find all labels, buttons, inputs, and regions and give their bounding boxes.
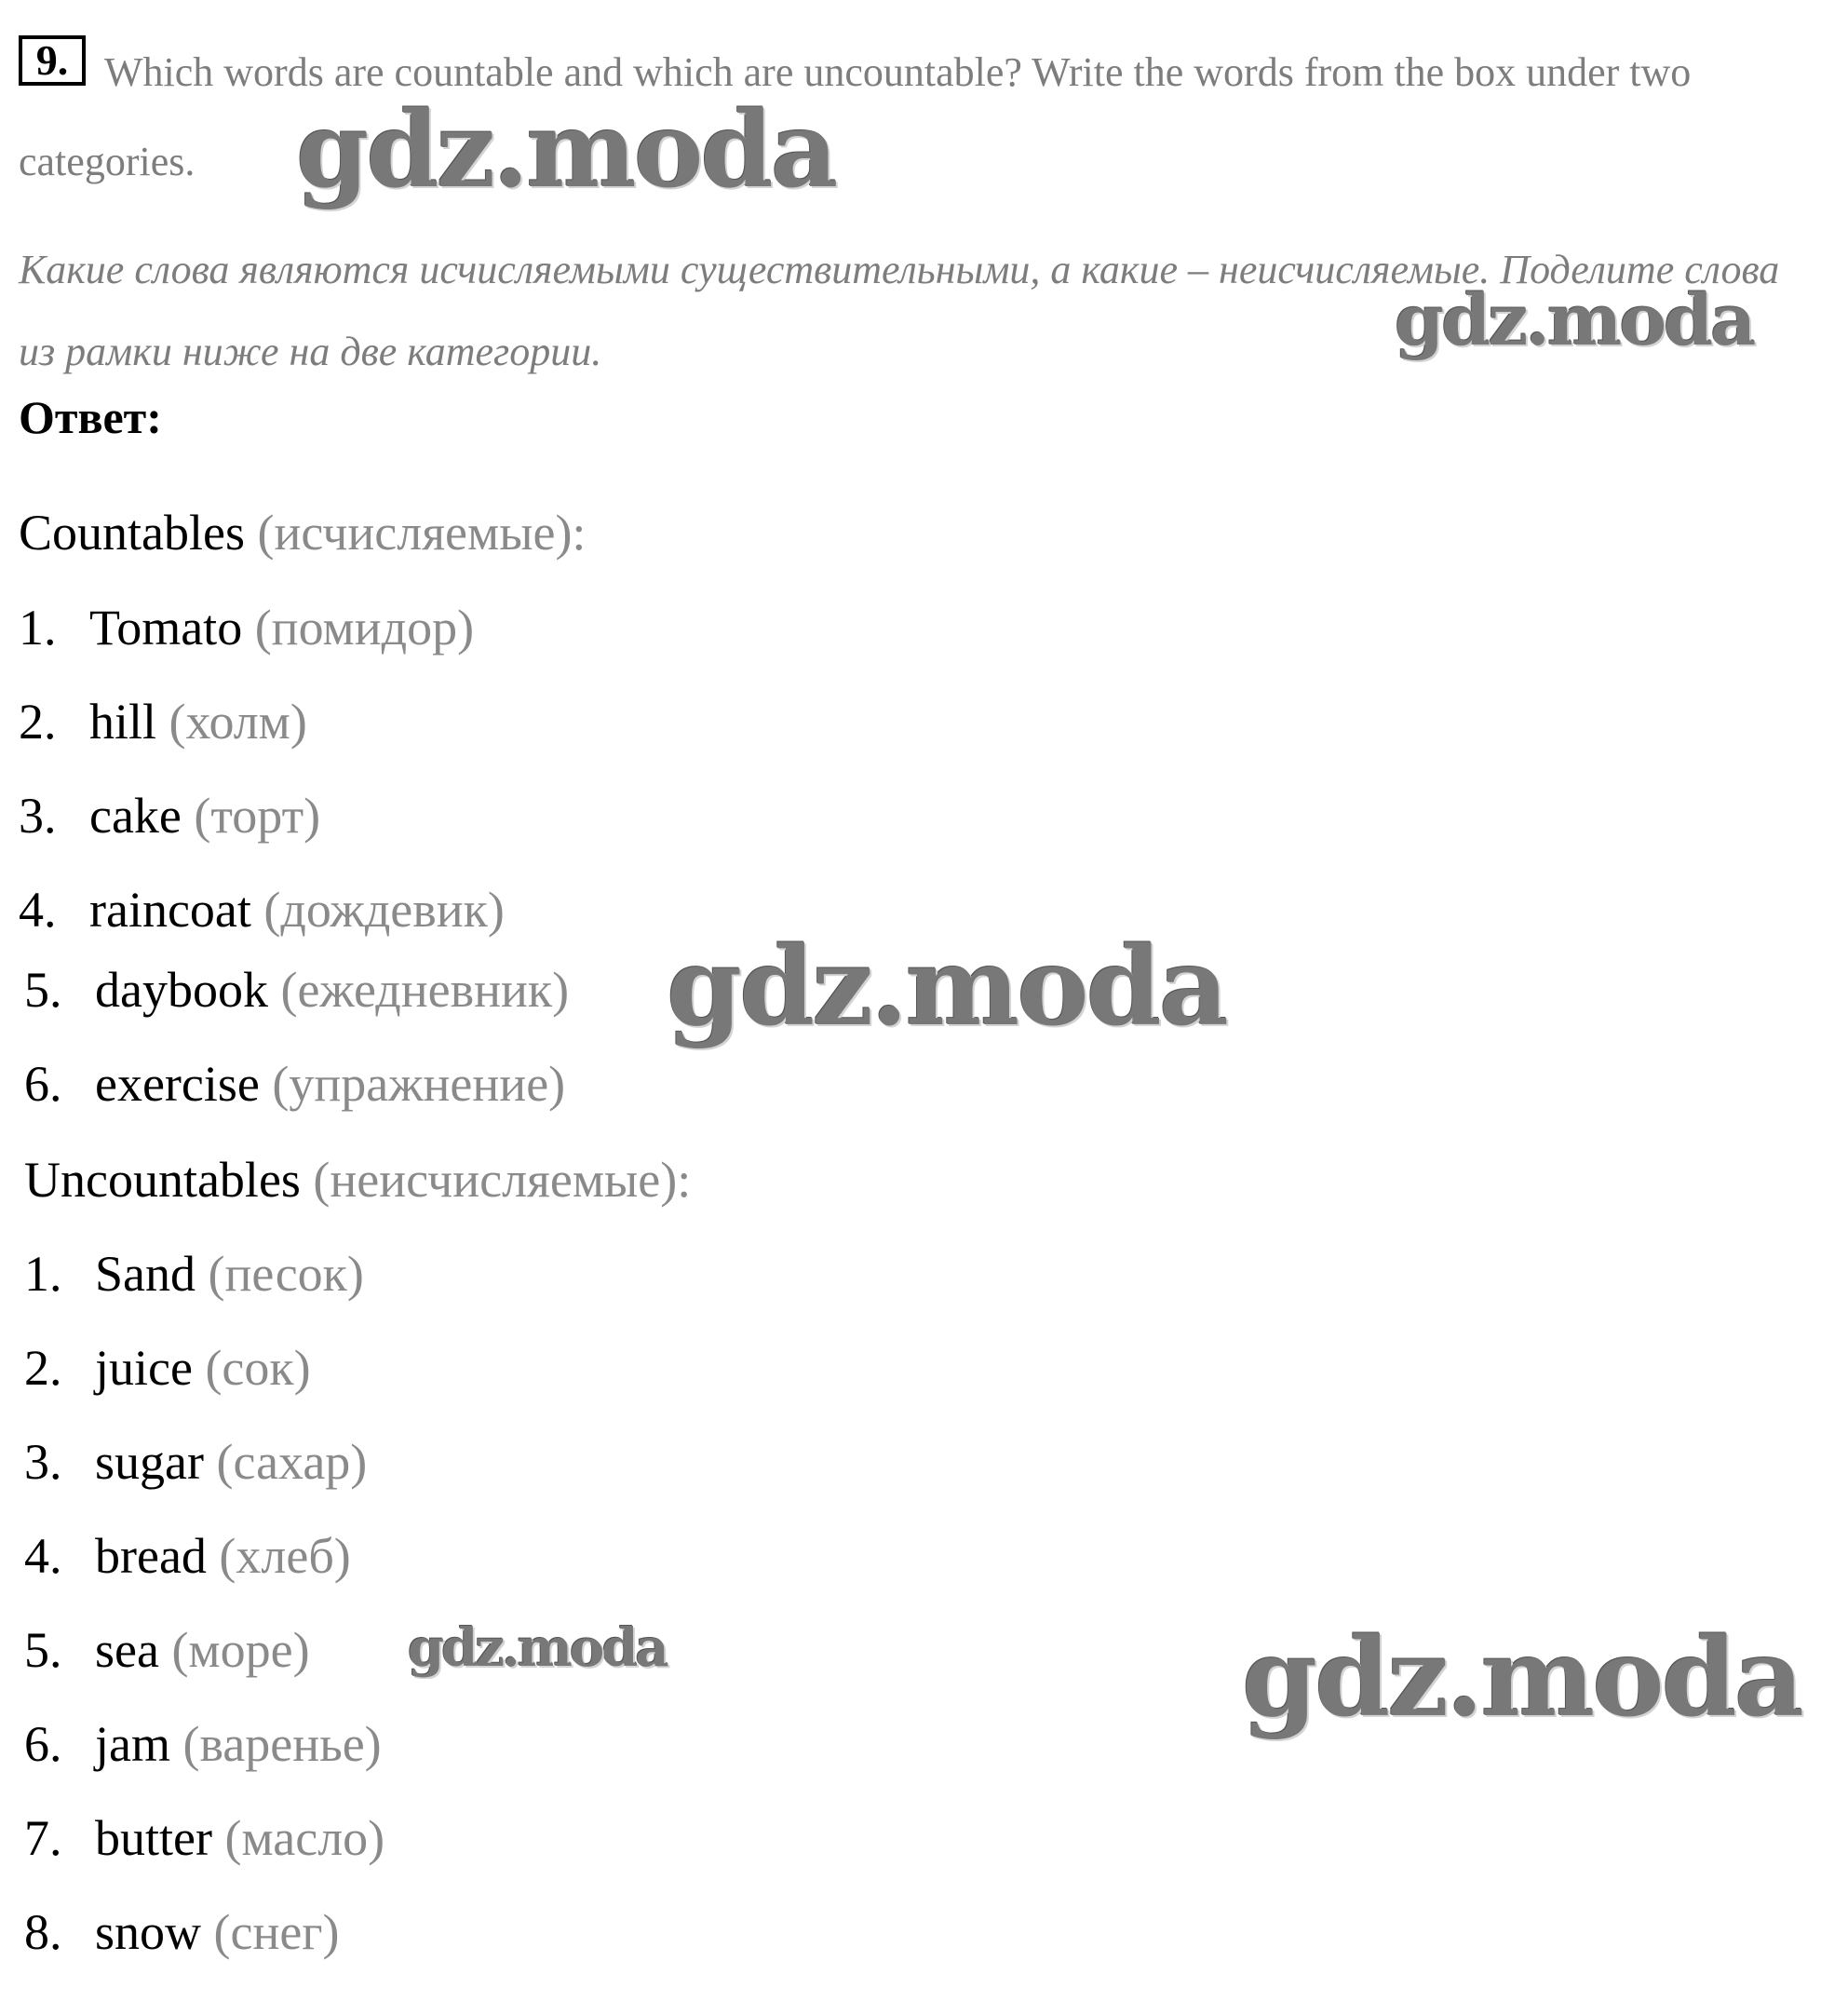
countables-heading xyxy=(19,503,586,562)
list-item xyxy=(24,1902,384,1996)
item-translation: (упражнение) xyxy=(272,1056,566,1112)
task-number: 9. xyxy=(19,35,86,86)
item-number: 8. xyxy=(24,1904,62,1960)
uncountables-list xyxy=(24,1244,384,1996)
uncountables-heading xyxy=(24,1150,691,1210)
list-item xyxy=(19,692,563,786)
watermark: gdz.moda xyxy=(296,89,836,211)
item-translation: (дождевик) xyxy=(263,882,505,938)
item-translation: (варенье) xyxy=(182,1716,382,1772)
item-translation: (хлеб) xyxy=(219,1528,351,1584)
item-number: 5. xyxy=(24,962,62,1018)
instruction-english: Which words are countable and which are uncountable? Write the words from the box under two categories. xyxy=(19,49,1692,184)
item-number: 2. xyxy=(24,1340,62,1396)
countables-heading-word: Countables xyxy=(19,505,245,561)
countables-list xyxy=(19,598,570,1148)
item-translation: (сок) xyxy=(205,1340,311,1396)
item-translation: (море) xyxy=(171,1622,310,1678)
list-item xyxy=(24,1244,384,1338)
item-word: juice xyxy=(95,1340,193,1396)
answer-label: Ответ: xyxy=(19,391,162,443)
item-number: 7. xyxy=(24,1810,62,1866)
item-word: bread xyxy=(95,1528,207,1584)
item-number: 3. xyxy=(24,1434,62,1490)
item-word: Tomato xyxy=(89,600,243,656)
watermark: gdz.moda xyxy=(1242,1615,1801,1741)
watermark: gdz.moda xyxy=(408,1617,667,1679)
uncountables-heading-translation: (неисчисляемые): xyxy=(313,1152,692,1208)
item-number: 3. xyxy=(19,788,57,844)
item-number: 4. xyxy=(19,882,57,938)
item-word: snow xyxy=(95,1904,202,1960)
item-translation: (помидор) xyxy=(254,600,475,656)
list-item xyxy=(24,1432,384,1526)
instruction-russian: Какие слова являются исчисляемыми существительными, а какие – неисчисляемые. Поделите слова из рамки ниже на две категории. xyxy=(19,247,1780,374)
item-translation: (масло) xyxy=(224,1810,385,1866)
list-item xyxy=(19,786,563,880)
list-item xyxy=(24,1714,384,1808)
list-item xyxy=(19,598,563,692)
item-translation: (ежедневник) xyxy=(280,962,570,1018)
item-translation: (торт) xyxy=(194,788,321,844)
item-word: raincoat xyxy=(89,882,251,938)
watermark: gdz.moda xyxy=(1395,278,1754,361)
item-number: 1. xyxy=(19,600,57,656)
item-translation: (песок) xyxy=(208,1246,364,1302)
list-item xyxy=(24,1338,384,1432)
item-number: 1. xyxy=(24,1246,62,1302)
item-word: exercise xyxy=(95,1056,260,1112)
item-word: hill xyxy=(89,694,157,750)
list-item xyxy=(24,1808,384,1902)
item-number: 2. xyxy=(19,694,57,750)
item-word: butter xyxy=(95,1810,212,1866)
item-number: 4. xyxy=(24,1528,62,1584)
list-item xyxy=(19,880,563,960)
list-item xyxy=(24,1526,384,1620)
item-number: 5. xyxy=(24,1622,62,1678)
item-word: cake xyxy=(89,788,182,844)
item-word: Sand xyxy=(95,1246,196,1302)
countables-heading-translation: (исчисляемые): xyxy=(257,505,587,561)
item-translation: (сахар) xyxy=(216,1434,368,1490)
item-word: jam xyxy=(95,1716,170,1772)
item-translation: (снег) xyxy=(213,1904,340,1960)
list-item xyxy=(24,1054,569,1148)
list-item xyxy=(24,1620,384,1714)
watermark: gdz.moda xyxy=(667,924,1226,1050)
list-item xyxy=(24,960,569,1054)
item-number: 6. xyxy=(24,1056,62,1112)
item-number: 6. xyxy=(24,1716,62,1772)
item-word: sea xyxy=(95,1622,159,1678)
item-translation: (холм) xyxy=(169,694,307,750)
item-word: sugar xyxy=(95,1434,204,1490)
item-word: daybook xyxy=(95,962,268,1018)
uncountables-heading-word: Uncountables xyxy=(24,1152,301,1208)
